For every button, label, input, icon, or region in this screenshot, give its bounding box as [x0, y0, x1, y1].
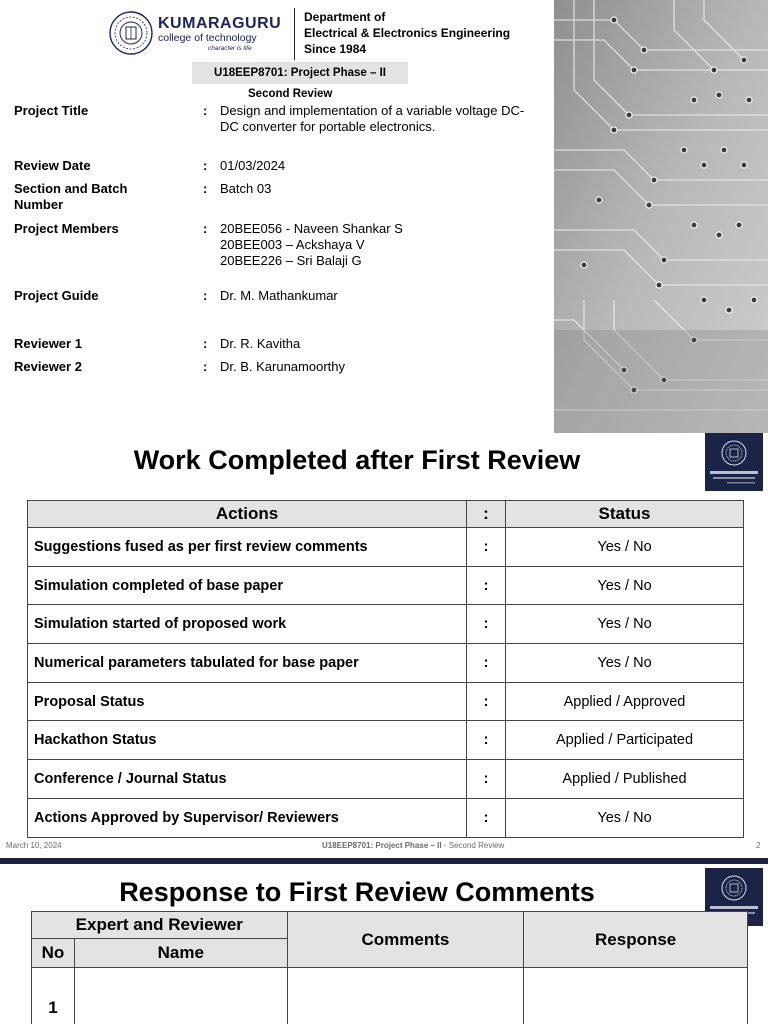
table-row — [28, 644, 744, 683]
slide-title: Work Completed after First Review — [133, 445, 581, 475]
table-row — [28, 566, 744, 605]
table-row — [28, 528, 744, 567]
college-logo — [108, 8, 298, 58]
members-label: Project Members — [14, 221, 119, 236]
dept-line-3: Since 1984 — [304, 42, 367, 56]
logo-tagline: character is life — [208, 45, 252, 52]
footer-page-number: 2 — [756, 841, 761, 850]
table-header-row — [32, 912, 748, 939]
row-number-cell: 1 — [32, 968, 75, 1024]
separator-cell: : — [467, 566, 506, 605]
circuit-board-image — [554, 0, 768, 433]
department-block — [304, 9, 510, 57]
work-completed-table — [27, 500, 744, 838]
colon: : — [203, 181, 208, 196]
no-header: No — [32, 939, 75, 968]
status-cell: Applied / Published — [506, 760, 744, 799]
project-title-label: Project Title — [14, 103, 89, 118]
action-cell: Suggestions fused as per first review comments — [28, 528, 467, 567]
reviewer1-label: Reviewer 1 — [14, 336, 82, 351]
logo-subtitle: college of technology — [158, 32, 257, 44]
reviewer1-value: Dr. R. Kavitha — [220, 336, 301, 351]
response-cell — [524, 968, 748, 1024]
separator-cell: : — [467, 798, 506, 837]
separator-cell: : — [467, 760, 506, 799]
colon: : — [203, 221, 208, 236]
action-cell: Simulation started of proposed work — [28, 605, 467, 644]
colon: : — [203, 288, 208, 303]
name-header: Name — [74, 939, 287, 968]
members-list — [220, 221, 540, 269]
review-date-value: 01/03/2024 — [220, 158, 286, 173]
status-cell: Yes / No — [506, 605, 744, 644]
status-cell: Yes / No — [506, 644, 744, 683]
circuit-board-graphic — [554, 0, 768, 433]
member-item: 20BEE226 – Sri Balaji G — [220, 253, 362, 268]
comments-cell — [287, 968, 524, 1024]
dept-line-2: Electrical & Electronics Engineering — [304, 26, 511, 40]
college-seal-icon — [705, 433, 763, 491]
work-completed-slide — [0, 433, 768, 858]
batch-label: Section and Batch Number — [14, 181, 128, 212]
colon: : — [203, 336, 208, 351]
colon: : — [203, 103, 208, 118]
member-item: 20BEE056 - Naveen Shankar S — [220, 221, 403, 236]
reviewer2-value: Dr. B. Karunamoorthy — [220, 359, 345, 374]
footer-date: March 10, 2024 — [6, 841, 62, 850]
slide-title: Response to First Review Comments — [119, 877, 595, 907]
status-cell: Applied / Approved — [506, 682, 744, 721]
separator-header: : — [467, 501, 506, 528]
guide-value: Dr. M. Mathankumar — [220, 288, 338, 303]
action-cell: Conference / Journal Status — [28, 760, 467, 799]
dept-line-1: Department of — [304, 10, 386, 24]
table-row — [32, 968, 748, 1024]
review-date-label: Review Date — [14, 158, 91, 173]
table-row — [28, 605, 744, 644]
response-table — [31, 911, 748, 1024]
response-header: Response — [524, 912, 748, 968]
status-cell: Yes / No — [506, 798, 744, 837]
guide-label: Project Guide — [14, 288, 99, 303]
review-subtitle: Second Review — [248, 88, 333, 100]
action-cell: Numerical parameters tabulated for base paper — [28, 644, 467, 683]
colon: : — [203, 359, 208, 374]
logo-divider — [294, 8, 295, 60]
separator-cell: : — [467, 528, 506, 567]
action-cell: Actions Approved by Supervisor/ Reviewers — [28, 798, 467, 837]
course-code-band: U18EEP8701: Project Phase – II — [192, 62, 408, 84]
footer-course — [322, 841, 504, 850]
footer-course-code: U18EEP8701: Project Phase – II — [322, 841, 442, 850]
table-row — [28, 760, 744, 799]
actions-header: Actions — [28, 501, 467, 528]
reviewer2-label: Reviewer 2 — [14, 359, 82, 374]
separator-cell: : — [467, 682, 506, 721]
separator-cell: : — [467, 605, 506, 644]
action-cell: Hackathon Status — [28, 721, 467, 760]
table-row — [28, 721, 744, 760]
table-row — [28, 682, 744, 721]
footer-review: - Second Review — [441, 841, 505, 850]
table-header-row — [28, 501, 744, 528]
status-cell: Yes / No — [506, 528, 744, 567]
college-seal-icon — [108, 10, 154, 56]
table-row — [28, 798, 744, 837]
college-mini-logo — [705, 433, 763, 491]
batch-value: Batch 03 — [220, 181, 272, 196]
comments-header: Comments — [287, 912, 524, 968]
status-cell: Yes / No — [506, 566, 744, 605]
action-cell: Simulation completed of base paper — [28, 566, 467, 605]
separator-cell: : — [467, 644, 506, 683]
colon: : — [203, 158, 208, 173]
response-slide — [0, 864, 768, 1024]
status-cell: Applied / Participated — [506, 721, 744, 760]
status-header: Status — [506, 501, 744, 528]
name-cell — [74, 968, 287, 1024]
member-item: 20BEE003 – Ackshaya V — [220, 237, 365, 252]
project-title-value: Design and implementation of a variable voltage DC-DC converter for portable electronics. — [220, 103, 525, 134]
separator-cell: : — [467, 721, 506, 760]
title-slide — [0, 0, 768, 433]
logo-name: KUMARAGURU — [158, 15, 282, 32]
expert-reviewer-header: Expert and Reviewer — [32, 912, 288, 939]
action-cell: Proposal Status — [28, 682, 467, 721]
